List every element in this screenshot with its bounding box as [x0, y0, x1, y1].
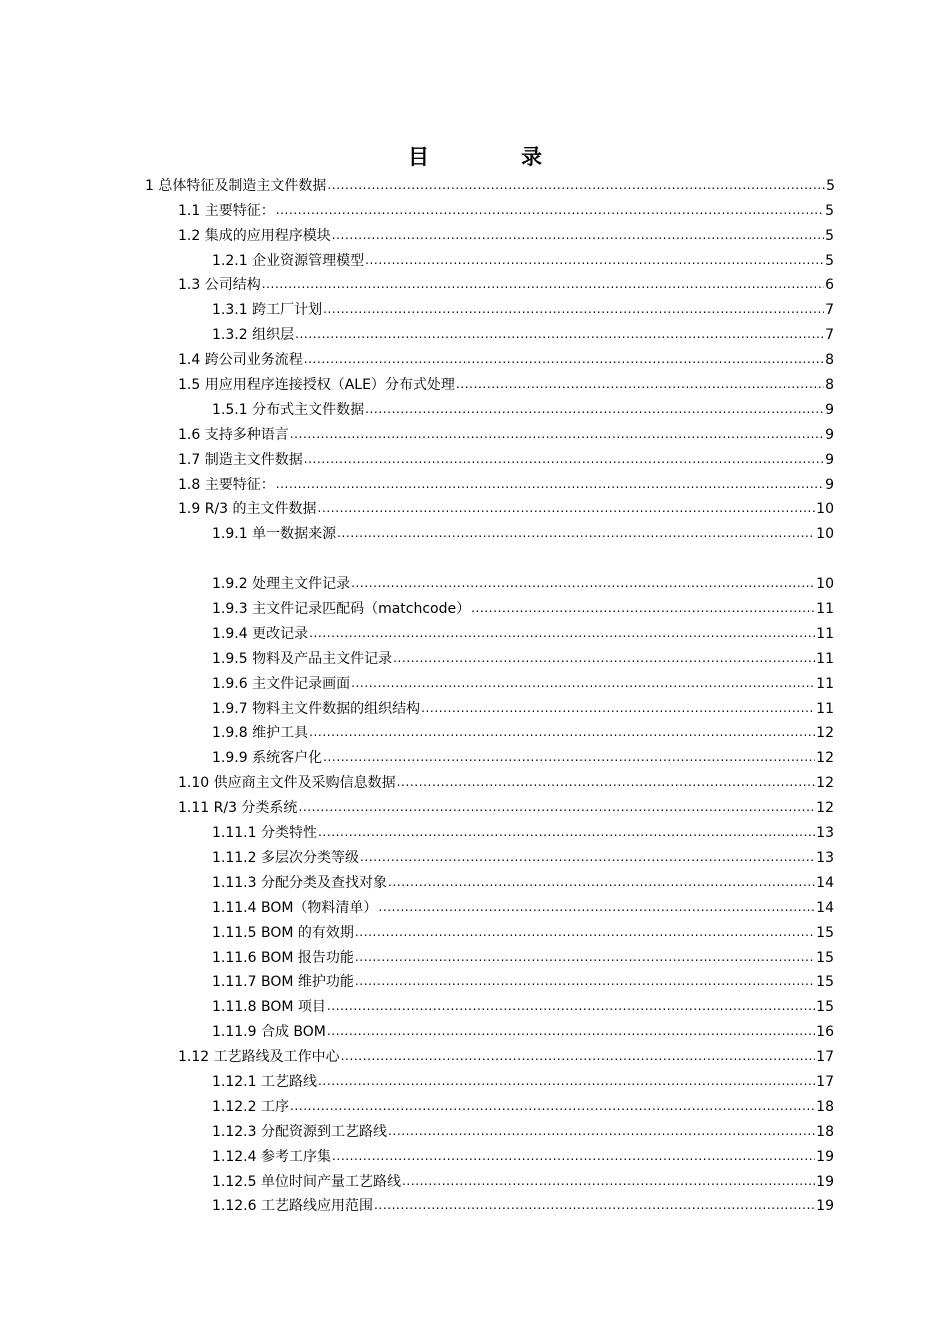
toc-entry[interactable] [0, 568, 834, 593]
toc-page-number: 11 [816, 675, 834, 692]
toc-dot-leader [318, 823, 815, 841]
title-char-1: 目 [408, 145, 429, 169]
toc-entry[interactable] [0, 1191, 834, 1216]
toc-entry[interactable] [0, 1041, 834, 1066]
toc-dot-leader [332, 226, 824, 244]
toc-page-number: 11 [816, 700, 834, 717]
toc-page-number: 18 [816, 1098, 834, 1115]
toc-dot-leader [323, 748, 815, 766]
toc-dot-leader [397, 773, 816, 791]
toc-entry-label: 1 总体特征及制造主文件数据 [145, 177, 327, 194]
toc-dot-leader [393, 649, 815, 667]
toc-entry[interactable] [0, 419, 834, 444]
toc-dot-leader [374, 1196, 815, 1214]
toc-entry-label: 1.9.2 处理主文件记录 [212, 576, 351, 593]
toc-entry[interactable] [0, 643, 834, 668]
toc-dot-leader [355, 948, 815, 966]
toc-entry[interactable] [0, 668, 834, 693]
toc-dot-leader [471, 599, 815, 617]
toc-entry-label: 1.7 制造主文件数据 [178, 451, 303, 468]
toc-entry[interactable] [0, 220, 834, 245]
toc-page-number: 12 [816, 775, 834, 792]
toc-page-number: 12 [816, 750, 834, 767]
toc-page-number: 9 [825, 401, 834, 418]
toc-dot-leader [309, 624, 815, 642]
toc-entry-label: 1.11.9 合成 BOM [212, 1024, 326, 1041]
toc-entry-label: 1.4 跨公司业务流程 [178, 352, 303, 369]
toc-entry[interactable] [0, 693, 834, 718]
toc-entry[interactable] [0, 917, 834, 942]
toc-entry[interactable] [0, 369, 834, 394]
toc-entry-label: 1.11.8 BOM 项目 [212, 999, 326, 1016]
toc-entry[interactable] [0, 1016, 834, 1041]
toc-entry[interactable] [0, 817, 834, 842]
toc-dot-leader [388, 873, 815, 891]
toc-entry[interactable] [0, 444, 834, 469]
toc-page-number: 9 [825, 426, 834, 443]
toc-page-number: 11 [816, 625, 834, 642]
toc-dot-leader [421, 699, 815, 717]
toc-dot-leader [327, 176, 825, 194]
toc-entry-label: 1.2 集成的应用程序模块 [178, 227, 331, 244]
toc-entry[interactable] [0, 593, 834, 618]
toc-page-number: 17 [816, 1049, 834, 1066]
toc-entry-label: 1.9.1 单一数据来源 [212, 526, 337, 543]
toc-entry-label: 1.11.5 BOM 的有效期 [212, 924, 354, 941]
toc-entry[interactable] [0, 892, 834, 917]
toc-dot-leader [365, 251, 824, 269]
toc-dot-leader [355, 923, 815, 941]
toc-dot-leader [378, 898, 815, 916]
toc-entry-label: 1.11.1 分类特性 [212, 825, 317, 842]
toc-entry[interactable] [0, 967, 834, 992]
toc-entry-label: 1.12 工艺路线及工作中心 [178, 1049, 340, 1066]
toc-page-number: 7 [825, 327, 834, 344]
toc-entry-label: 1.11.6 BOM 报告功能 [212, 949, 354, 966]
toc-page-number: 9 [825, 476, 834, 493]
toc-page-number: 15 [816, 999, 834, 1016]
toc-entry-label: 1.9.5 物料及产品主文件记录 [212, 650, 393, 667]
toc-dot-leader [323, 300, 824, 318]
toc-entry-label: 1.3 公司结构 [178, 277, 261, 294]
toc-dot-leader [355, 972, 815, 990]
toc-page-number: 11 [816, 650, 834, 667]
table-of-contents [0, 170, 950, 1215]
toc-entry[interactable] [0, 718, 834, 743]
toc-entry[interactable] [0, 469, 834, 494]
toc-dot-leader [327, 997, 815, 1015]
toc-entry-label: 1.11.2 多层次分类等级 [212, 849, 359, 866]
toc-page-number: 19 [816, 1198, 834, 1215]
toc-entry[interactable] [0, 1116, 834, 1141]
toc-entry-label: 1.12.6 工艺路线应用范围 [212, 1198, 373, 1215]
toc-page-number: 11 [816, 601, 834, 618]
toc-page-number: 12 [816, 725, 834, 742]
toc-page-number: 15 [816, 924, 834, 941]
toc-dot-leader [365, 400, 824, 418]
toc-page-number: 10 [816, 526, 834, 543]
toc-dot-leader [327, 1022, 815, 1040]
toc-entry[interactable] [0, 1166, 834, 1191]
toc-entry[interactable] [0, 1141, 834, 1166]
toc-spacer [0, 543, 950, 568]
toc-entry-label: 1.9.8 维护工具 [212, 725, 309, 742]
toc-dot-leader [318, 499, 816, 517]
toc-page-number: 18 [816, 1123, 834, 1140]
toc-entry-label: 1.3.1 跨工厂计划 [212, 302, 323, 319]
toc-entry[interactable] [0, 319, 834, 344]
toc-page-number: 5 [825, 202, 834, 219]
toc-dot-leader [276, 475, 824, 493]
toc-entry[interactable] [0, 344, 834, 369]
toc-entry[interactable] [0, 618, 834, 643]
toc-entry[interactable] [0, 518, 834, 543]
toc-entry[interactable] [0, 245, 834, 270]
toc-entry[interactable] [0, 867, 834, 892]
toc-entry[interactable] [0, 170, 835, 195]
toc-entry[interactable] [0, 767, 834, 792]
toc-entry-label: 1.5 用应用程序连接授权（ALE）分布式处理 [178, 377, 455, 394]
toc-page-number: 19 [816, 1173, 834, 1190]
toc-page-number: 16 [816, 1024, 834, 1041]
toc-dot-leader [276, 201, 824, 219]
toc-dot-leader [290, 1097, 815, 1115]
toc-entry-label: 1.6 支持多种语言 [178, 426, 289, 443]
toc-entry-label: 1.9.6 主文件记录画面 [212, 675, 351, 692]
toc-page-number: 15 [816, 949, 834, 966]
toc-entry-label: 1.11.7 BOM 维护功能 [212, 974, 354, 991]
toc-entry[interactable] [0, 195, 834, 220]
toc-entry-label: 1.12.4 参考工序集 [212, 1148, 331, 1165]
page-title [0, 141, 950, 171]
toc-entry-label: 1.12.3 分配资源到工艺路线 [212, 1123, 387, 1140]
toc-page-number: 5 [825, 227, 834, 244]
toc-entry-label: 1.2.1 企业资源管理模型 [212, 252, 365, 269]
toc-page-number: 13 [816, 849, 834, 866]
toc-entry-label: 1.11 R/3 分类系统 [178, 800, 298, 817]
toc-entry-label: 1.9 R/3 的主文件数据 [178, 501, 317, 518]
toc-page-number: 15 [816, 974, 834, 991]
toc-dot-leader [318, 1072, 815, 1090]
toc-page-number: 7 [825, 302, 834, 319]
toc-dot-leader [360, 848, 815, 866]
toc-dot-leader [402, 1172, 815, 1190]
toc-page-number: 8 [825, 352, 834, 369]
toc-page-number: 14 [816, 874, 834, 891]
toc-entry-label: 1.11.4 BOM（物料清单） [212, 899, 378, 916]
toc-dot-leader [351, 674, 815, 692]
toc-page-number: 6 [825, 277, 834, 294]
toc-entry[interactable] [0, 1091, 834, 1116]
toc-page-number: 5 [825, 252, 834, 269]
toc-dot-leader [456, 375, 824, 393]
toc-page-number: 8 [825, 377, 834, 394]
toc-dot-leader [304, 350, 824, 368]
toc-entry[interactable] [0, 494, 834, 519]
toc-entry-label: 1.8 主要特征： [178, 476, 275, 493]
toc-entry-label: 1.9.3 主文件记录匹配码（matchcode） [212, 601, 471, 618]
toc-entry[interactable] [0, 1066, 834, 1091]
toc-page-number: 9 [825, 451, 834, 468]
toc-page-number: 14 [816, 899, 834, 916]
title-char-2: 录 [521, 145, 542, 169]
toc-page-number: 12 [816, 800, 834, 817]
toc-dot-leader [309, 723, 815, 741]
toc-entry[interactable] [0, 991, 834, 1016]
toc-dot-leader [295, 325, 824, 343]
toc-dot-leader [304, 450, 824, 468]
toc-entry-label: 1.12.5 单位时间产量工艺路线 [212, 1173, 401, 1190]
toc-entry[interactable] [0, 270, 834, 295]
toc-entry-label: 1.12.1 工艺路线 [212, 1073, 317, 1090]
toc-page-number: 10 [816, 501, 834, 518]
toc-entry[interactable] [0, 294, 834, 319]
toc-entry-label: 1.12.2 工序 [212, 1098, 289, 1115]
toc-entry[interactable] [0, 742, 834, 767]
toc-entry-label: 1.5.1 分布式主文件数据 [212, 401, 365, 418]
toc-page-number: 5 [826, 177, 835, 194]
toc-page-number: 19 [816, 1148, 834, 1165]
toc-entry[interactable] [0, 792, 834, 817]
toc-entry-label: 1.10 供应商主文件及采购信息数据 [178, 775, 396, 792]
toc-dot-leader [341, 1047, 816, 1065]
toc-entry-label: 1.1 主要特征： [178, 202, 275, 219]
toc-dot-leader [298, 798, 815, 816]
toc-dot-leader [290, 425, 824, 443]
toc-dot-leader [332, 1147, 815, 1165]
toc-dot-leader [351, 574, 815, 592]
toc-page-number: 10 [816, 576, 834, 593]
toc-page-number: 17 [816, 1073, 834, 1090]
toc-entry[interactable] [0, 942, 834, 967]
toc-page-number: 13 [816, 825, 834, 842]
toc-entry[interactable] [0, 842, 834, 867]
toc-dot-leader [262, 275, 824, 293]
toc-dot-leader [388, 1122, 815, 1140]
toc-entry-label: 1.3.2 组织层 [212, 327, 295, 344]
toc-entry-label: 1.11.3 分配分类及查找对象 [212, 874, 387, 891]
toc-entry[interactable] [0, 394, 834, 419]
toc-entry-label: 1.9.7 物料主文件数据的组织结构 [212, 700, 421, 717]
toc-entry-label: 1.9.9 系统客户化 [212, 750, 323, 767]
toc-entry-label: 1.9.4 更改记录 [212, 625, 309, 642]
toc-dot-leader [337, 524, 815, 542]
